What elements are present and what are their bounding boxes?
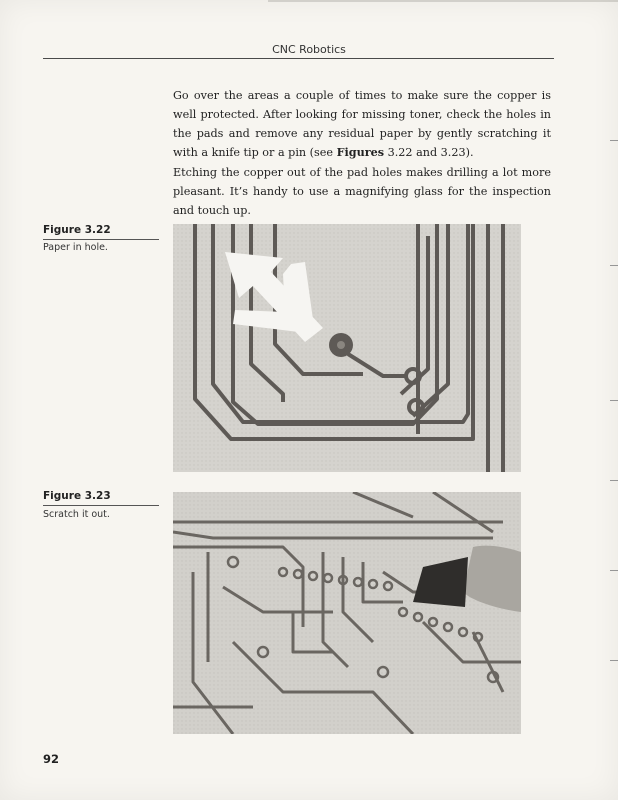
page-number: 92 — [43, 752, 60, 766]
margin-mark — [610, 660, 618, 661]
pcb-scratch-image — [173, 492, 521, 734]
margin-mark — [610, 480, 618, 481]
figure-3-23-caption: Scratch it out. — [43, 509, 110, 520]
margin-mark — [610, 400, 618, 401]
body-paragraph-2: Etching the copper out of the pad holes makes drilling a lot more pleasant. It’s handy to use a magnifying glass for the inspection and touch up. — [173, 166, 551, 217]
scan-top-edge — [268, 0, 618, 2]
figure-3-22-photo — [173, 224, 521, 472]
figure-3-22-label: Figure 3.22 — [43, 224, 159, 240]
running-head: CNC Robotics — [272, 43, 346, 56]
figure-3-23-label: Figure 3.23 — [43, 490, 159, 506]
figure-3-22-caption: Paper in hole. — [43, 242, 108, 253]
header-rule — [43, 58, 554, 59]
figures-reference: Figures — [336, 145, 385, 159]
p1-text-a: Go over the areas a couple of times to make sure the copper is well protected. After looking for missing toner, check the holes in the pads and remove any residual paper by gently scratching it with a knife tip or a pin (see — [173, 89, 551, 159]
figure-3-23-photo — [173, 492, 521, 734]
pcb-paper-in-hole-image — [173, 224, 521, 472]
body-paragraph-1 — [173, 86, 551, 162]
margin-mark — [610, 265, 618, 266]
p1-text-b: 3.22 and 3.23). — [384, 146, 474, 159]
margin-mark — [610, 570, 618, 571]
margin-mark — [610, 140, 618, 141]
